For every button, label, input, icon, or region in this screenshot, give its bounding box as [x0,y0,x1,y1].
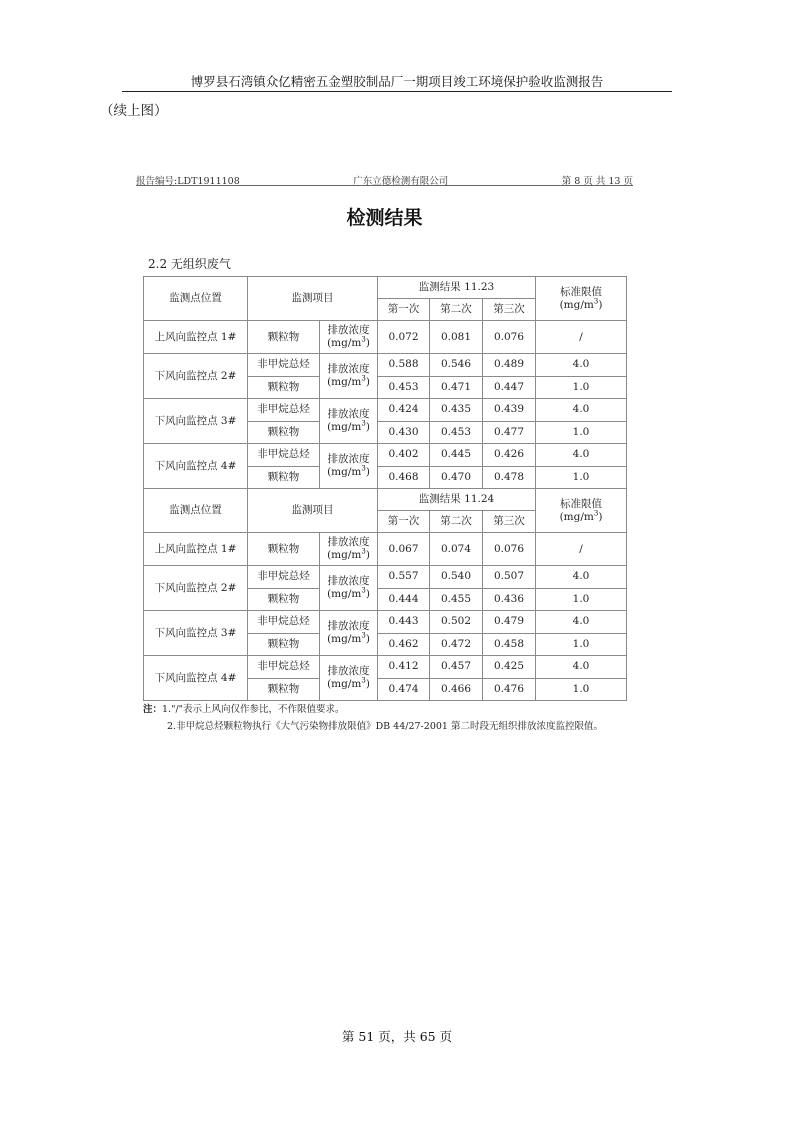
note-line-2: 2.非甲烷总烃颗粒物执行《大气污染物排放限值》DB 44/27-2001 第二时段无组织排放浓度监控限值。 [167,721,603,732]
unit-superscript: 3 [593,509,599,517]
note-text-1: 1."/"表示上风向仅作参比，不作限值要求。 [162,704,345,715]
cell-value: 0.436 [483,588,536,611]
report-title: 检测结果 [346,207,423,229]
cell-value: 0.466 [430,678,483,701]
cell-value: 0.074 [430,533,483,566]
cell-value: 0.546 [430,354,483,377]
cell-concentration-label [320,399,378,444]
results-table [143,276,627,701]
header-round: 第三次 [483,511,536,533]
cell-limit: / [536,321,627,354]
table-row [144,566,627,589]
cell-value: 0.507 [483,566,536,589]
page-footer: 第 51 页，共 65 页 [341,1029,453,1044]
cell-value: 0.076 [483,533,536,566]
cell-location: 下风向监控点 4# [144,656,248,701]
document-header: 博罗县石湾镇众亿精密五金塑胶制品厂一期项目竣工环境保护验收监测报告 [190,74,604,89]
table-row [144,399,627,422]
cell-value: 0.477 [483,421,536,444]
continued-label: （续上图） [100,103,168,119]
table-row [144,321,627,354]
unit-close: ) [365,678,370,690]
header-round: 第一次 [378,299,430,321]
cell-pollutant: 颗粒物 [248,376,320,399]
table-header-row [144,489,627,511]
cell-value: 0.447 [483,376,536,399]
header-item: 监测项目 [248,277,378,321]
unit-close: ) [598,510,603,523]
cell-pollutant: 非甲烷总烃 [248,656,320,679]
conc-label: 排放浓度 [327,575,370,587]
table-row [144,611,627,634]
conc-label: 排放浓度 [327,408,370,420]
cell-pollutant: 颗粒物 [248,533,320,566]
conc-unit [320,549,377,562]
table-row [144,354,627,377]
cell-pollutant: 颗粒物 [248,421,320,444]
unit-close: ) [365,337,370,349]
cell-location: 上风向监控点 1# [144,533,248,566]
cell-location: 下风向监控点 2# [144,566,248,611]
unit-text: (mg/m [327,678,362,690]
cell-location: 下风向监控点 4# [144,444,248,489]
cell-concentration-label [320,321,378,354]
cell-value: 0.472 [430,633,483,656]
report-meta-rule [136,185,633,186]
note-line-1 [143,701,603,718]
cell-value: 0.424 [378,399,430,422]
table-header-row [144,277,627,299]
unit-superscript: 3 [361,631,366,640]
table-row [144,656,627,679]
unit-close: ) [365,466,370,478]
notes [143,701,603,735]
unit-close: ) [365,633,370,645]
table-row [144,533,627,566]
cell-value: 0.476 [483,678,536,701]
cell-pollutant: 颗粒物 [248,321,320,354]
cell-value: 0.489 [483,354,536,377]
cell-concentration-label [320,566,378,611]
cell-value: 0.072 [378,321,430,354]
cell-limit: 1.0 [536,466,627,489]
cell-concentration-label [320,656,378,701]
cell-limit: 4.0 [536,566,627,589]
cell-value: 0.426 [483,444,536,467]
unit-text: (mg/m [327,376,362,388]
cell-pollutant: 颗粒物 [248,588,320,611]
cell-pollutant: 非甲烷总烃 [248,399,320,422]
cell-pollutant: 颗粒物 [248,633,320,656]
cell-value: 0.067 [378,533,430,566]
cell-value: 0.425 [483,656,536,679]
cell-pollutant: 非甲烷总烃 [248,444,320,467]
unit-superscript: 3 [361,419,366,428]
cell-limit: 1.0 [536,678,627,701]
conc-unit [320,588,377,601]
cell-value: 0.471 [430,376,483,399]
unit-superscript: 3 [361,464,366,473]
table-row [144,444,627,467]
cell-concentration-label [320,354,378,399]
cell-pollutant: 非甲烷总烃 [248,354,320,377]
cell-value: 0.443 [378,611,430,634]
unit-text: (mg/m [559,510,594,523]
cell-value: 0.444 [378,588,430,611]
unit-text: (mg/m [327,633,362,645]
conc-unit [320,421,377,434]
cell-value: 0.453 [430,421,483,444]
conc-unit [320,678,377,691]
cell-limit: 4.0 [536,656,627,679]
conc-label: 排放浓度 [327,536,370,548]
cell-limit: 4.0 [536,444,627,467]
cell-pollutant: 非甲烷总烃 [248,611,320,634]
header-limit [536,277,627,321]
cell-value: 0.470 [430,466,483,489]
cell-value: 0.462 [378,633,430,656]
cell-value: 0.540 [430,566,483,589]
header-rule [122,91,672,92]
note-label: 注： [143,704,163,715]
unit-text: (mg/m [327,588,362,600]
header-round: 第一次 [378,511,430,533]
conc-unit [320,633,377,646]
cell-value: 0.076 [483,321,536,354]
cell-value: 0.402 [378,444,430,467]
cell-value: 0.457 [430,656,483,679]
cell-value: 0.453 [378,376,430,399]
cell-location: 下风向监控点 3# [144,611,248,656]
header-item: 监测项目 [248,489,378,533]
header-results-date: 监测结果 11.23 [378,277,536,299]
cell-value: 0.588 [378,354,430,377]
unit-text: (mg/m [327,421,362,433]
unit-text: (mg/m [327,337,362,349]
report-page-info: 第 8 页 共 13 页 [561,176,633,187]
limit-unit [536,511,626,524]
report-number: 报告编号:LDT1911108 [136,176,240,187]
conc-label: 排放浓度 [327,453,370,465]
cell-limit: / [536,533,627,566]
unit-superscript: 3 [361,374,366,383]
cell-concentration-label [320,444,378,489]
limit-unit [536,299,626,312]
conc-unit [320,337,377,350]
unit-text: (mg/m [559,298,594,311]
cell-pollutant: 颗粒物 [248,678,320,701]
conc-label: 排放浓度 [327,363,370,375]
cell-location: 下风向监控点 2# [144,354,248,399]
header-round: 第二次 [430,299,483,321]
header-location: 监测点位置 [144,277,248,321]
cell-concentration-label [320,533,378,566]
unit-superscript: 3 [361,335,366,344]
unit-close: ) [365,421,370,433]
cell-value: 0.557 [378,566,430,589]
cell-pollutant: 非甲烷总烃 [248,566,320,589]
cell-pollutant: 颗粒物 [248,466,320,489]
cell-limit: 1.0 [536,588,627,611]
conc-label: 排放浓度 [327,324,370,336]
cell-value: 0.081 [430,321,483,354]
section-title: 2.2 无组织废气 [148,257,231,271]
cell-value: 0.479 [483,611,536,634]
unit-text: (mg/m [327,549,362,561]
unit-text: (mg/m [327,466,362,478]
unit-close: ) [598,298,603,311]
header-round: 第二次 [430,511,483,533]
cell-limit: 1.0 [536,376,627,399]
header-location: 监测点位置 [144,489,248,533]
unit-close: ) [365,549,370,561]
cell-value: 0.458 [483,633,536,656]
limit-label: 标准限值 [560,285,602,298]
cell-value: 0.468 [378,466,430,489]
unit-superscript: 3 [361,586,366,595]
cell-value: 0.435 [430,399,483,422]
cell-value: 0.430 [378,421,430,444]
unit-superscript: 3 [361,676,366,685]
company-name: 广东立德检测有限公司 [353,176,449,187]
cell-value: 0.478 [483,466,536,489]
header-results-date: 监测结果 11.24 [378,489,536,511]
cell-value: 0.412 [378,656,430,679]
conc-unit [320,376,377,389]
cell-value: 0.445 [430,444,483,467]
conc-label: 排放浓度 [327,665,370,677]
unit-superscript: 3 [361,547,366,556]
unit-close: ) [365,376,370,388]
cell-limit: 4.0 [536,399,627,422]
cell-location: 上风向监控点 1# [144,321,248,354]
unit-superscript: 3 [593,297,599,305]
cell-limit: 1.0 [536,421,627,444]
cell-value: 0.455 [430,588,483,611]
cell-value: 0.439 [483,399,536,422]
cell-limit: 1.0 [536,633,627,656]
limit-label: 标准限值 [560,497,602,510]
cell-concentration-label [320,611,378,656]
unit-close: ) [365,588,370,600]
conc-unit [320,466,377,479]
header-limit [536,489,627,533]
header-round: 第三次 [483,299,536,321]
conc-label: 排放浓度 [327,620,370,632]
cell-value: 0.502 [430,611,483,634]
cell-location: 下风向监控点 3# [144,399,248,444]
cell-limit: 4.0 [536,611,627,634]
cell-value: 0.474 [378,678,430,701]
cell-limit: 4.0 [536,354,627,377]
